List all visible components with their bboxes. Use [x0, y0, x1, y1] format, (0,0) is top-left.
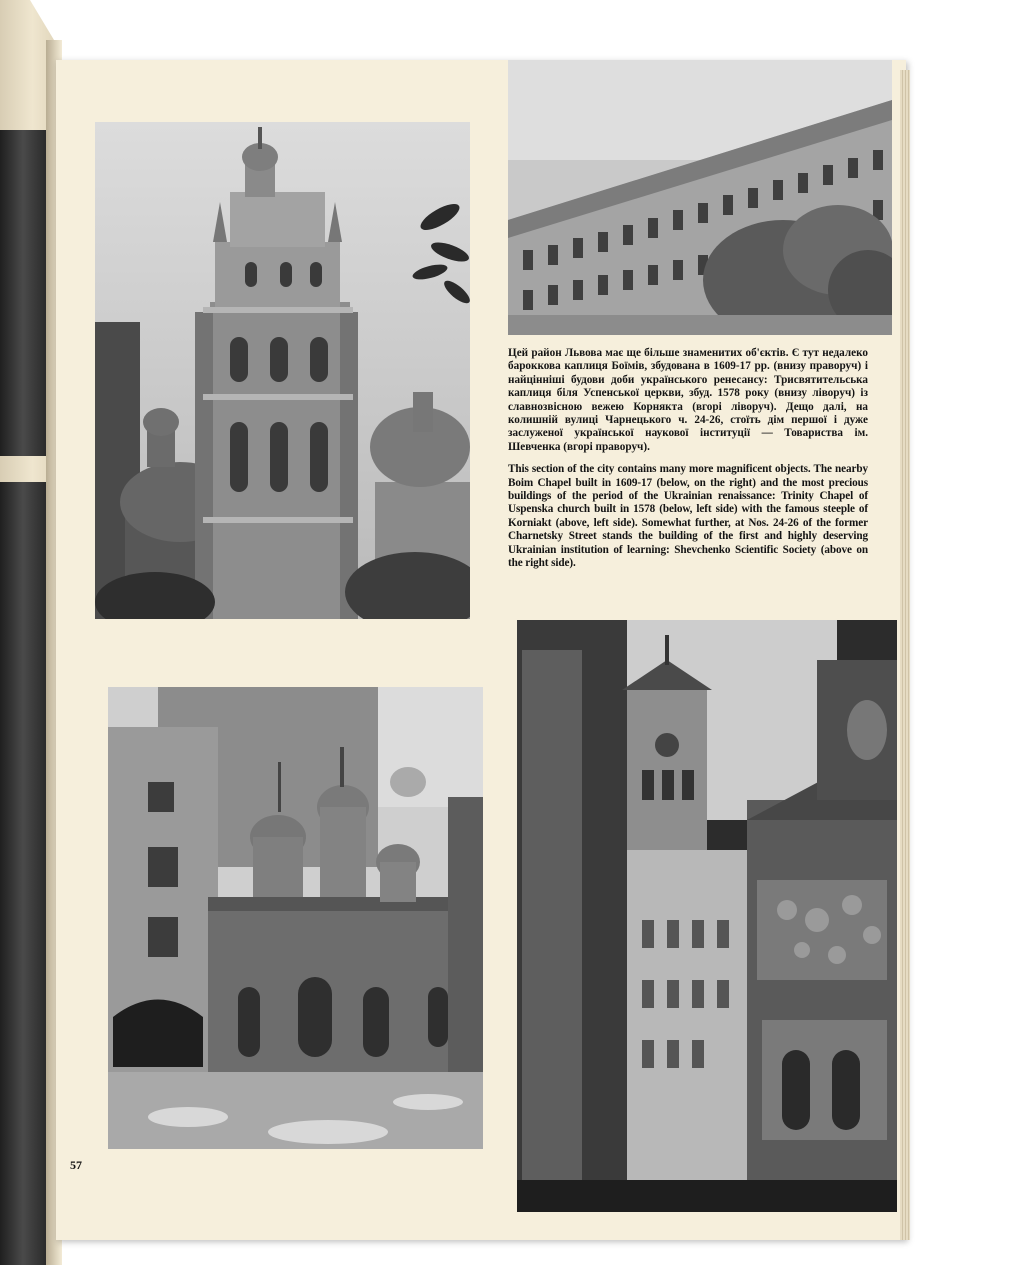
shevchenko-society-building-photo [508, 60, 892, 335]
page-number: 57 [70, 1158, 82, 1172]
photo-caption [508, 347, 868, 580]
boim-chapel-photo [517, 620, 897, 1212]
trinity-chapel-photo [108, 687, 483, 1149]
left-page-photo-top [0, 130, 46, 456]
page-edge [900, 70, 910, 1240]
caption-english: This section of the city contains many more magnificent objects. The nearby Boim Chapel built in 1609-17 (below, on the right) and the most precious buildings of the period of the Ukrainian renaissance: Trinity Chapel of Uspenska church built in 1578 (below, left side) with the famous steeple of Korniakt (above, left side). Somewhat further, at Nos. 24-26 of the former Charnetsky Street stands the building of the first and highly deserving Ukrainian institution of learning: Shevchenko Scientific Society (above on the right side). [508, 463, 868, 570]
left-page-photo-bottom [0, 482, 46, 1265]
korniakt-tower-photo [95, 122, 470, 619]
caption-ukrainian: Цей район Львова має ще більше знаменитих об'єктів. Є тут недалеко бароккова каплиця Боїмів, збудована в 1609-17 рр. (внизу праворуч) і найцінніші будови доби українського ренесансу: Трисвятительська каплиця біля Успенської церкви, збуд. 1578 року (внизу ліворуч) із славнозвісною вежею Корнякта (вгорі ліворуч). Дещо далі, на колишній вулиці Чарнецького ч. 24-26, стоїть дім першої і дуже заслуженої української наукової інституції — Товариства ім. Шевченка (вгорі праворуч). [508, 347, 868, 453]
